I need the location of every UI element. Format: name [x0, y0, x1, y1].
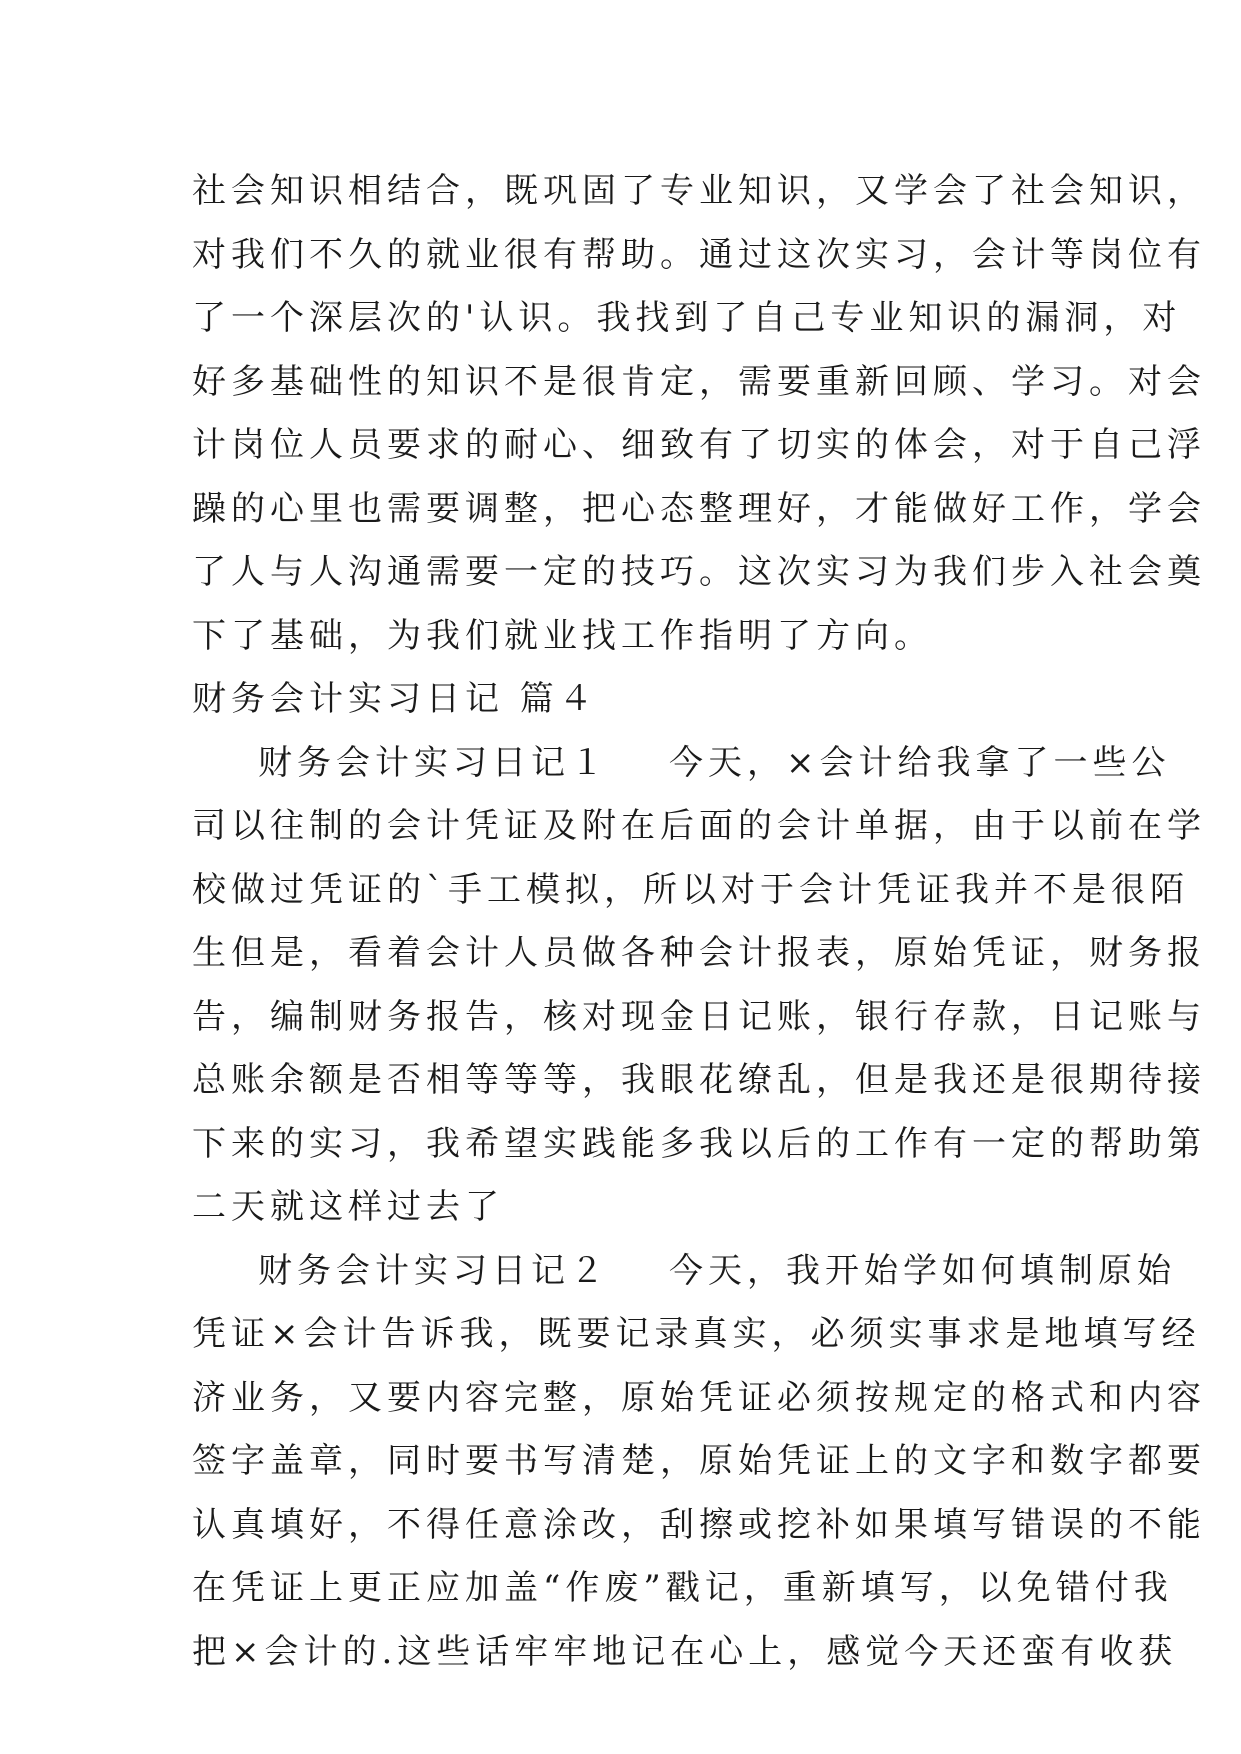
paragraph-line: 校做过凭证的`手工模拟，所以对于会计凭证我并不是很陌: [192, 869, 1189, 910]
section-title: 财务会计实习日记 篇４: [192, 679, 598, 719]
paragraph-line: 下来的实习，我希望实践能多我以后的工作有一定的帮助第: [192, 1123, 1206, 1164]
paragraph-line: 好多基础性的知识不是很肯定，需要重新回顾、学习。对会: [192, 361, 1206, 402]
paragraph-line: 凭证×会计告诉我，既要记录真实，必须实事求是地填写经: [192, 1314, 1201, 1354]
paragraph-line: 在凭证上更正应加盖“作废”戳记，重新填写，以免错付我: [192, 1568, 1173, 1608]
diary-entry-text: 今天，×会计给我拿了一些公: [669, 742, 1171, 783]
paragraph-line: 总账余额是否相等等等，我眼花缭乱，但是我还是很期待接: [192, 1060, 1206, 1100]
paragraph-line: 告，编制财务报告，核对现金日记账，银行存款，日记账与: [192, 996, 1206, 1037]
paragraph-line: 把×会计的.这些话牢牢地记在心上，感觉今天还蛮有收获: [192, 1631, 1178, 1672]
diary-entry-text: 今天，我开始学如何填制原始: [669, 1250, 1176, 1291]
paragraph-line: 了一个深层次的'认识。我找到了自己专业知识的漏洞，对: [192, 298, 1182, 338]
diary-entry-1-first-line: [192, 732, 1171, 796]
diary-entry-2-first-line: [192, 1240, 1176, 1304]
document-body: [192, 160, 1206, 1684]
paragraph-line: 签字盖章，同时要书写清楚，原始凭证上的文字和数字都要: [192, 1441, 1206, 1481]
paragraph-line: 济业务，又要内容完整，原始凭证必须按规定的格式和内容: [192, 1377, 1206, 1418]
paragraph-line: 下了基础，为我们就业找工作指明了方向。: [192, 615, 933, 656]
paragraph-line: 二天就这样过去了: [192, 1187, 504, 1227]
diary-entry-heading: 财务会计实习日记１: [258, 742, 609, 783]
paragraph-line: 生但是，看着会计人员做各种会计报表，原始凭证，财务报: [192, 933, 1206, 973]
paragraph-line: 社会知识相结合，既巩固了专业知识，又学会了社会知识，: [192, 171, 1206, 211]
paragraph-line: 躁的心里也需要调整，把心态整理好，才能做好工作，学会: [192, 488, 1206, 529]
paragraph-line: 了人与人沟通需要一定的技巧。这次实习为我们步入社会奠: [192, 552, 1206, 592]
paragraph-line: 计岗位人员要求的耐心、细致有了切实的体会，对于自己浮: [192, 425, 1206, 465]
paragraph-line: 认真填好，不得任意涂改，刮擦或挖补如果填写错误的不能: [192, 1504, 1206, 1545]
paragraph-line: 司以往制的会计凭证及附在后面的会计单据，由于以前在学: [192, 806, 1206, 846]
paragraph-line: 对我们不久的就业很有帮助。通过这次实习，会计等岗位有: [192, 234, 1206, 275]
diary-entry-heading: 财务会计实习日记２: [258, 1250, 609, 1291]
